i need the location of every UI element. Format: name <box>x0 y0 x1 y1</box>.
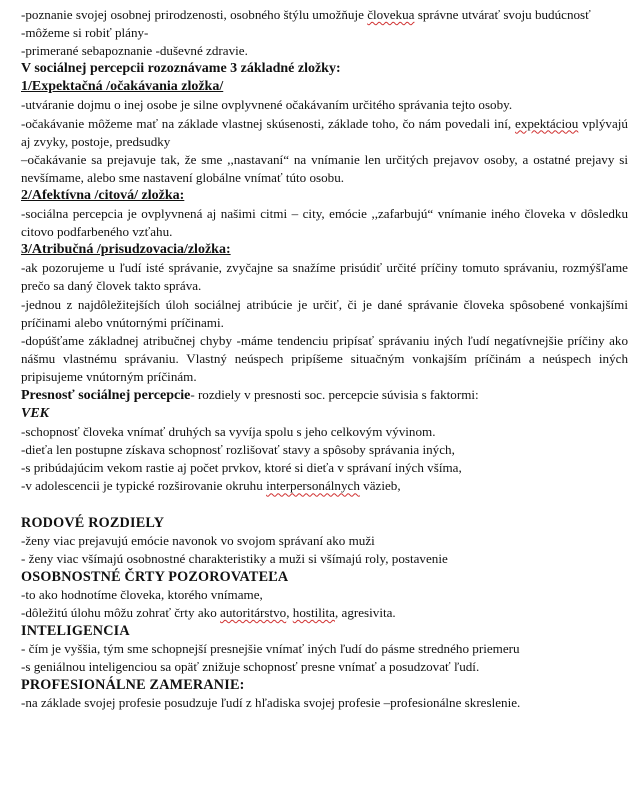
paragraph-self-knowledge <box>21 6 628 24</box>
section-heading-components: V sociálnej percepcii rozoznávame 3 základné zložky: <box>21 61 341 77</box>
misspelled-word: človekua <box>367 7 415 22</box>
accuracy-heading: Presnosť sociálnej percepcie <box>21 387 191 403</box>
paragraph-age-4 <box>21 477 628 495</box>
paragraph-impression: -utváranie dojmu o inej osobe je silne ovplyvnené očakávaním určitého správania tejto osoby. <box>21 97 513 113</box>
paragraph-age-1: -schopnosť človeka vnímať druhých sa vyvíja spolu s jeho celkovým vývinom. <box>21 424 436 440</box>
text-run: väzieb, <box>359 478 401 494</box>
paragraph-attribution-error: -dopúšťame základnej atribučnej chyby -máme tendenciu pripísať správaniu iných ľudí negatívnejšie príčiny ako nášmu vlastnému správaniu. Vlastný neúspech pripíšeme situačným vonkajším príčinám a neúspech iných pripisujeme vnútorným príčinám. <box>21 332 628 384</box>
paragraph-attribution: -ak pozorujeme u ľudí isté správanie, zvyčajne sa snažíme prisúdiť určité príčiny tomuto správaniu, rozmýšľame prečo sa daný človek takto správa. <box>21 260 628 294</box>
paragraph-intelligence-2: -s geniálnou inteligenciou sa opäť znižuje schopnosť presne vnímať a posudzovať ľudí. <box>21 659 480 675</box>
paragraph-gender-2: - ženy viac všímajú osobnostné charakteristiky a muži si všímajú roly, postavenie <box>21 550 448 566</box>
misspelled-word: interpersonálnych <box>266 478 360 494</box>
text-run: -očakávanie môžeme mať na základe vlastnej skúsenosti, základe toho, čo nám povedali iní, <box>21 115 516 131</box>
paragraph-emotions: -sociálna percepcia je ovplyvnená aj našimi citmi – city, emócie ,,zafarbujú“ vnímanie iného človeka v dôsledku citovo podfarbeného vzťahu. <box>21 206 628 240</box>
heading-intelligence: INTELIGENCIA <box>21 623 130 640</box>
paragraph-gender-1: -ženy viac prejavujú emócie navonok vo svojom správaní ako muži <box>21 532 375 548</box>
text-run: správne utvárať svoju budúcnosť <box>414 7 591 22</box>
paragraph-traits-1: -to ako hodnotíme človeka, ktorého vnímame, <box>21 586 263 602</box>
heading-expectation-component: 1/Expektačná /očakávania zložka/ <box>21 79 224 95</box>
heading-professional-focus: PROFESIONÁLNE ZAMERANIE: <box>21 677 245 694</box>
text-run: vplývajú aj zvyky, postoje, predsudky <box>21 115 628 149</box>
text-run: -v adolescencii je typické rozširovanie okruhu <box>21 478 267 494</box>
blank-line <box>21 496 628 514</box>
paragraph-expectation-setting: –očakávanie sa prejavuje tak, že sme ,,nastavaní“ na vnímanie len určitých prejavov osoby, a ostatné prejavy si nevšímame, alebo sme nastavení globálne vnímať túto osobu. <box>21 151 628 185</box>
paragraph-intelligence-1: - čím je vyššia, tým sme schopnejší presnejšie vnímať iných ľudí do pásme stredného priemeru <box>21 641 520 657</box>
heading-affective-component: 2/Afektívna /citová/ zložka: <box>21 187 185 203</box>
paragraph-age-3: -s pribúdajúcim vekom rastie aj počet prvkov, ktoré si dieťa v správaní iných všíma, <box>21 460 462 476</box>
paragraph-traits-2 <box>21 604 628 622</box>
text-run: - rozdiely v presnosti soc. percepcie súvisia s faktormi: <box>190 386 479 402</box>
text-run: -poznanie svojej osobnej prirodzenosti, osobného štýlu umožňuje <box>21 7 368 22</box>
paragraph-age-2: -dieťa len postupne získava schopnosť rozlišovať stavy a spôsoby správania iných, <box>21 442 455 458</box>
text-run: -dôležitú úlohu môžu zohrať črty ako <box>21 605 221 620</box>
paragraph-plans: -môžeme si robiť plány- <box>21 25 149 41</box>
text-run: , agresivita. <box>334 605 396 620</box>
text-run: , <box>286 605 293 620</box>
heading-age: VEK <box>21 406 50 422</box>
misspelled-word: expektáciou <box>515 115 579 131</box>
heading-gender-differences: RODOVÉ ROZDIELY <box>21 514 165 531</box>
paragraph-mental-health: -primerané sebapoznanie -duševné zdravie. <box>21 43 248 59</box>
heading-observer-traits: OSOBNOSTNÉ ČRTY POZOROVATEĽA <box>21 568 289 585</box>
heading-attribution-component: 3/Atribučná /prisudzovacia/zložka: <box>21 242 231 258</box>
paragraph-professional: -na základe svojej profesie posudzuje ľudí z hľadiska svojej profesie –profesionálne skreslenie. <box>21 695 521 711</box>
misspelled-word: autoritárstvo <box>220 605 287 620</box>
paragraph-accuracy <box>21 386 628 405</box>
misspelled-word: hostilita <box>292 605 335 620</box>
paragraph-expectation-basis <box>21 115 628 151</box>
paragraph-attribution-task: -jednou z najdôležitejších úloh sociálnej atribúcie je určiť, či je dané správanie človeka spôsobené vonkajšími príčinami alebo vnútornými príčinami. <box>21 296 628 330</box>
